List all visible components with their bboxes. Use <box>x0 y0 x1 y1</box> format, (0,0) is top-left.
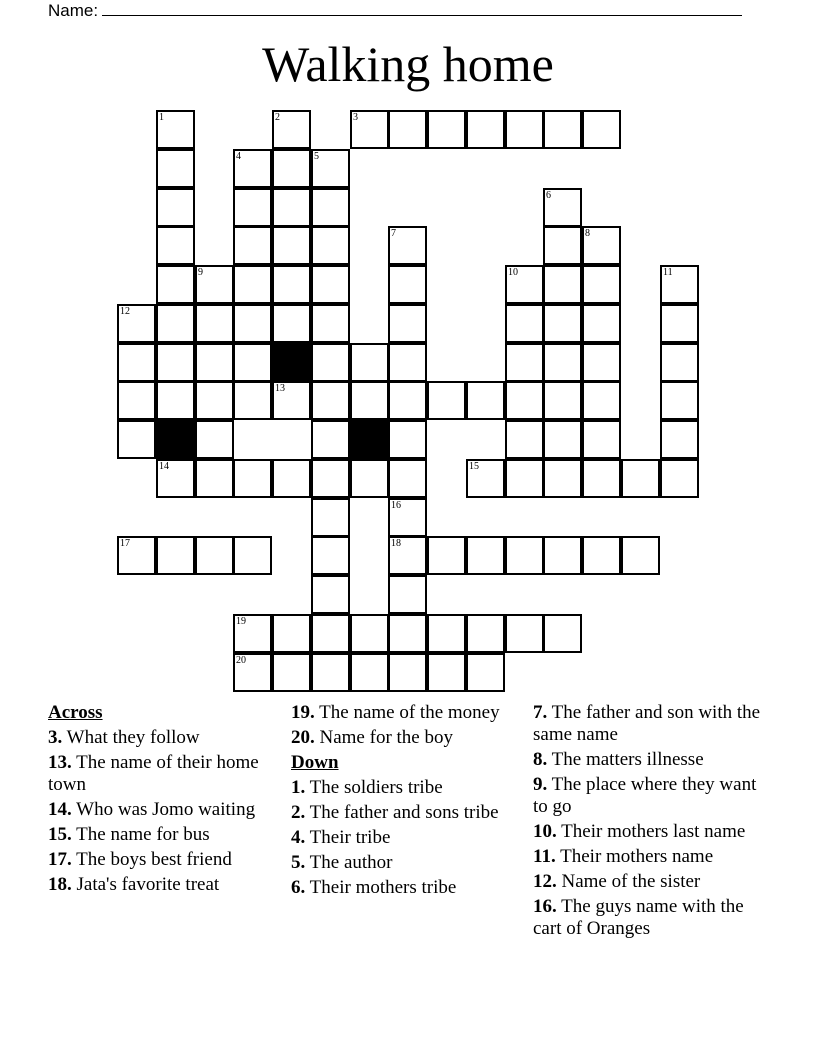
grid-cell[interactable] <box>117 343 156 382</box>
grid-cell[interactable] <box>543 459 582 498</box>
grid-cell[interactable] <box>311 226 350 265</box>
grid-cell[interactable] <box>272 265 311 304</box>
grid-cell[interactable] <box>350 343 389 382</box>
grid-cell[interactable] <box>582 381 621 420</box>
grid-cell[interactable] <box>233 265 272 304</box>
grid-cell[interactable] <box>156 265 195 304</box>
grid-cell[interactable] <box>156 459 195 498</box>
grid-cell[interactable] <box>388 614 427 653</box>
grid-cell[interactable] <box>311 420 350 459</box>
grid-cell[interactable] <box>388 226 427 265</box>
grid-cell[interactable] <box>388 536 427 575</box>
grid-cell[interactable] <box>466 110 505 149</box>
grid-cell[interactable] <box>156 149 195 188</box>
clue-number: 8 <box>585 228 590 239</box>
grid-cell[interactable] <box>582 304 621 343</box>
grid-cell[interactable] <box>311 265 350 304</box>
grid-cell[interactable] <box>311 536 350 575</box>
grid-cell[interactable] <box>311 498 350 537</box>
clue-across-3: 3. What they follow <box>48 727 200 748</box>
grid-cell[interactable] <box>543 381 582 420</box>
clue-number: 14 <box>159 461 169 472</box>
grid-cell[interactable] <box>388 265 427 304</box>
grid-cell[interactable] <box>466 536 505 575</box>
grid-cell[interactable] <box>272 653 311 692</box>
clues-column-1 <box>48 702 278 899</box>
grid-cell[interactable] <box>233 304 272 343</box>
grid-cell[interactable] <box>195 420 234 459</box>
clue-number: 3 <box>353 112 358 123</box>
page-title: Walking home <box>262 36 554 92</box>
grid-cell[interactable] <box>233 188 272 227</box>
clue-down-6: 6. Their mothers tribe <box>291 877 457 898</box>
grid-cell[interactable] <box>117 536 156 575</box>
clue-number: 17 <box>120 538 130 549</box>
grid-cell[interactable] <box>195 265 234 304</box>
across-heading: Across <box>48 702 103 723</box>
grid-cell[interactable] <box>195 381 234 420</box>
grid-cell[interactable] <box>505 459 544 498</box>
grid-cell[interactable] <box>272 149 311 188</box>
clue-across-14: 14. Who was Jomo waiting <box>48 799 256 820</box>
clue-down-2: 2. The father and sons tribe <box>291 802 499 823</box>
grid-cell[interactable] <box>195 536 234 575</box>
grid-cell[interactable] <box>156 343 195 382</box>
grid-cell[interactable] <box>311 459 350 498</box>
grid-cell[interactable] <box>621 536 660 575</box>
grid-cell[interactable] <box>272 381 311 420</box>
clue-number: 6 <box>546 190 551 201</box>
grid-cell[interactable] <box>505 420 544 459</box>
grid-cell[interactable] <box>427 614 466 653</box>
grid-block <box>350 420 389 459</box>
grid-cell[interactable] <box>543 226 582 265</box>
grid-cell[interactable] <box>388 304 427 343</box>
clues-column-3 <box>533 702 763 943</box>
grid-cell[interactable] <box>543 614 582 653</box>
grid-cell[interactable] <box>350 459 389 498</box>
grid-cell[interactable] <box>582 536 621 575</box>
clue-number: 5 <box>314 151 319 162</box>
clue-number: 13 <box>275 383 285 394</box>
grid-cell[interactable] <box>117 304 156 343</box>
grid-cell[interactable] <box>505 343 544 382</box>
grid-cell[interactable] <box>582 110 621 149</box>
grid-cell[interactable] <box>505 536 544 575</box>
grid-cell[interactable] <box>233 149 272 188</box>
grid-cell[interactable] <box>311 188 350 227</box>
grid-cell[interactable] <box>388 381 427 420</box>
clue-down-7: 7. The father and son with the same name <box>533 702 761 745</box>
clue-down-4: 4. Their tribe <box>291 827 391 848</box>
grid-cell[interactable] <box>156 381 195 420</box>
clue-number: 7 <box>391 228 396 239</box>
grid-cell[interactable] <box>388 343 427 382</box>
clue-number: 11 <box>663 267 673 278</box>
down-heading: Down <box>291 752 339 773</box>
grid-cell[interactable] <box>582 265 621 304</box>
grid-cell[interactable] <box>427 110 466 149</box>
grid-cell[interactable] <box>466 459 505 498</box>
clue-number: 19 <box>236 616 246 627</box>
grid-block <box>272 343 311 382</box>
grid-cell[interactable] <box>582 420 621 459</box>
grid-cell[interactable] <box>272 226 311 265</box>
grid-cell[interactable] <box>543 265 582 304</box>
grid-cell[interactable] <box>466 653 505 692</box>
clue-number: 12 <box>120 306 130 317</box>
grid-cell[interactable] <box>505 110 544 149</box>
grid-cell[interactable] <box>156 226 195 265</box>
clue-down-8: 8. The matters illnesse <box>533 749 704 770</box>
grid-cell[interactable] <box>156 536 195 575</box>
grid-cell[interactable] <box>272 304 311 343</box>
clue-number: 16 <box>391 500 401 511</box>
grid-cell[interactable] <box>311 149 350 188</box>
clue-number: 20 <box>236 655 246 666</box>
grid-cell[interactable] <box>505 381 544 420</box>
grid-cell[interactable] <box>233 343 272 382</box>
clue-number: 18 <box>391 538 401 549</box>
clues-column-2 <box>291 702 521 902</box>
clue-down-11: 11. Their mothers name <box>533 846 714 867</box>
grid-cell[interactable] <box>272 110 311 149</box>
grid-cell[interactable] <box>311 381 350 420</box>
grid-cell[interactable] <box>117 381 156 420</box>
grid-cell[interactable] <box>543 110 582 149</box>
grid-cell[interactable] <box>350 110 389 149</box>
grid-cell[interactable] <box>311 343 350 382</box>
clue-across-17: 17. The boys best friend <box>48 849 232 870</box>
clue-across-18: 18. Jata's favorite treat <box>48 874 220 895</box>
grid-cell[interactable] <box>388 653 427 692</box>
clue-number: 1 <box>159 112 164 123</box>
grid-cell[interactable] <box>233 381 272 420</box>
grid-cell[interactable] <box>350 614 389 653</box>
clue-down-16: 16. The guys name with the cart of Oranges <box>533 896 744 939</box>
grid-cell[interactable] <box>388 459 427 498</box>
grid-cell[interactable] <box>660 343 699 382</box>
clue-number: 2 <box>275 112 280 123</box>
grid-cell[interactable] <box>272 614 311 653</box>
grid-cell[interactable] <box>543 420 582 459</box>
grid-cell[interactable] <box>582 459 621 498</box>
grid-block <box>156 420 195 459</box>
clue-across-19: 19. The name of the money <box>291 702 500 723</box>
grid-cell[interactable] <box>660 304 699 343</box>
grid-cell[interactable] <box>233 653 272 692</box>
clue-across-20: 20. Name for the boy <box>291 727 453 748</box>
clue-down-5: 5. The author <box>291 852 393 873</box>
grid-cell[interactable] <box>156 188 195 227</box>
grid-cell[interactable] <box>621 459 660 498</box>
grid-cell[interactable] <box>311 304 350 343</box>
clue-across-15: 15. The name for bus <box>48 824 210 845</box>
grid-cell[interactable] <box>117 420 156 459</box>
clue-across-13: 13. The name of their home town <box>48 752 259 795</box>
grid-cell[interactable] <box>388 420 427 459</box>
clue-number: 9 <box>198 267 203 278</box>
grid-cell[interactable] <box>233 459 272 498</box>
grid-cell[interactable] <box>388 498 427 537</box>
grid-cell[interactable] <box>582 343 621 382</box>
grid-cell[interactable] <box>466 614 505 653</box>
clue-down-1: 1. The soldiers tribe <box>291 777 443 798</box>
grid-cell[interactable] <box>660 381 699 420</box>
grid-cell[interactable] <box>195 459 234 498</box>
clue-number: 10 <box>508 267 518 278</box>
grid-cell[interactable] <box>233 536 272 575</box>
grid-cell[interactable] <box>233 614 272 653</box>
grid-cell[interactable] <box>582 226 621 265</box>
grid-cell[interactable] <box>427 653 466 692</box>
grid-cell[interactable] <box>543 343 582 382</box>
grid-cell[interactable] <box>156 110 195 149</box>
grid-cell[interactable] <box>350 381 389 420</box>
grid-cell[interactable] <box>543 304 582 343</box>
clue-down-12: 12. Name of the sister <box>533 871 701 892</box>
grid-cell[interactable] <box>505 304 544 343</box>
grid-cell[interactable] <box>195 343 234 382</box>
grid-cell[interactable] <box>466 381 505 420</box>
grid-cell[interactable] <box>427 381 466 420</box>
name-label: Name: <box>48 1 99 20</box>
grid-cell[interactable] <box>427 536 466 575</box>
grid-cell[interactable] <box>156 304 195 343</box>
clue-number: 15 <box>469 461 479 472</box>
grid-cell[interactable] <box>505 265 544 304</box>
clue-number: 4 <box>236 151 241 162</box>
grid-cell[interactable] <box>388 110 427 149</box>
grid-cell[interactable] <box>272 188 311 227</box>
grid-cell[interactable] <box>311 653 350 692</box>
grid-cell[interactable] <box>311 575 350 614</box>
grid-cell[interactable] <box>660 459 699 498</box>
grid-cell[interactable] <box>311 614 350 653</box>
grid-cell[interactable] <box>660 420 699 459</box>
grid-cell[interactable] <box>543 536 582 575</box>
grid-cell[interactable] <box>505 614 544 653</box>
grid-cell[interactable] <box>233 226 272 265</box>
grid-cell[interactable] <box>660 265 699 304</box>
grid-cell[interactable] <box>388 575 427 614</box>
grid-cell[interactable] <box>350 653 389 692</box>
grid-cell[interactable] <box>195 304 234 343</box>
clue-down-9: 9. The place where they want to go <box>533 774 757 817</box>
grid-cell[interactable] <box>543 188 582 227</box>
grid-cell[interactable] <box>272 459 311 498</box>
clue-down-10: 10. Their mothers last name <box>533 821 746 842</box>
